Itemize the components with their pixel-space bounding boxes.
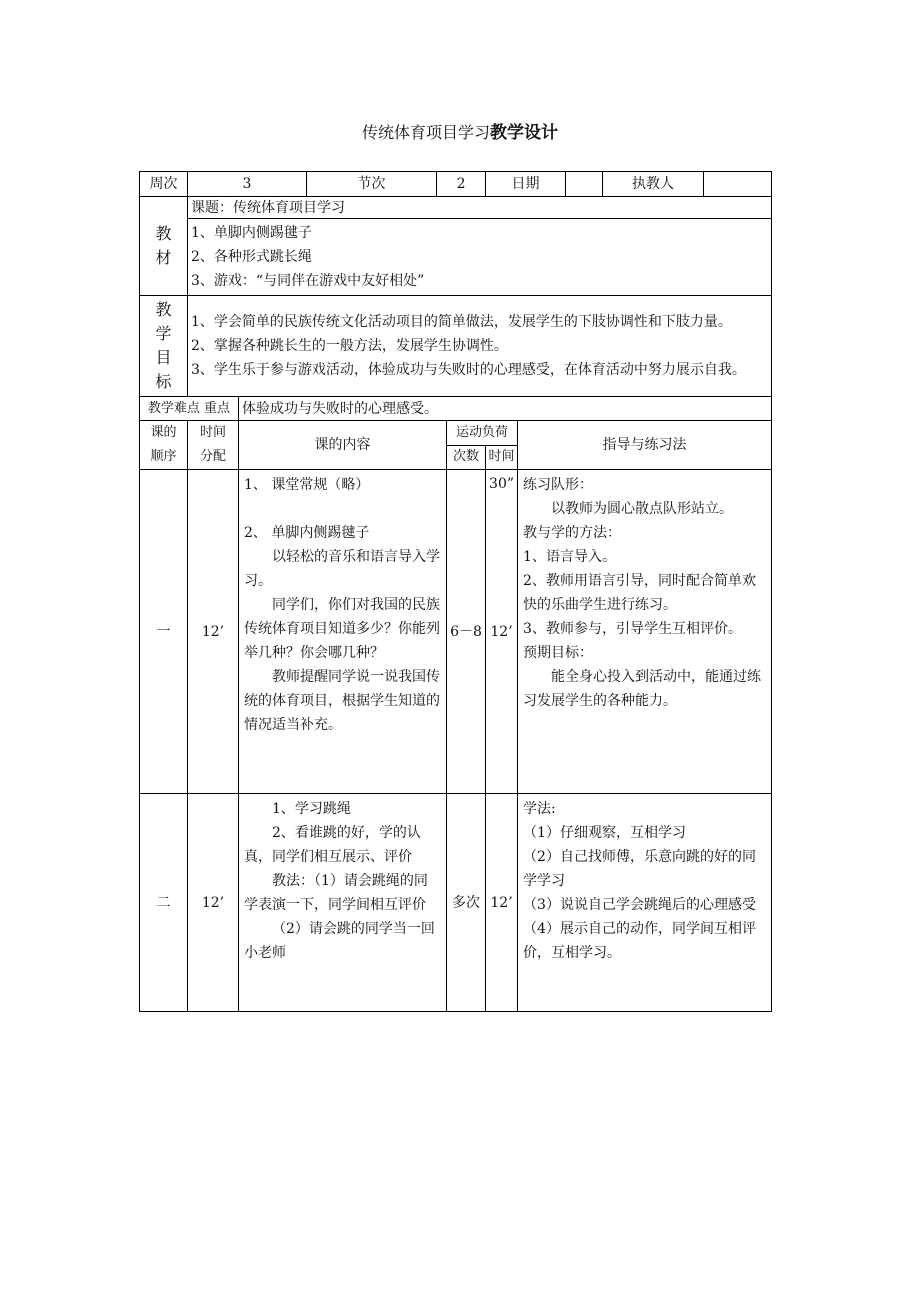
guide-line: 2、教师用语言引导，同时配合简单欢快的乐曲学生进行练习。 [523,573,756,613]
row-2-count: 多次 [447,794,486,1012]
row-2-time: 12’ [188,794,239,1012]
content-line: 教法：（1）请会跳绳的同学表演一下，同学间相互评价 [244,873,428,913]
date-value [566,172,603,197]
time-header-line: 分配 [199,449,226,464]
content-line [244,497,441,521]
goals-label [140,296,188,397]
order-header-line: 顺序 [150,449,177,464]
load-time-header: 时间 [486,445,518,470]
materials-item: 2、各种形式跳长绳 [191,249,312,265]
count-header: 次数 [447,445,486,470]
load-header: 运动负荷 [447,421,518,446]
guide-line: （3）说说自己学会跳绳后的心理感受 [523,897,756,913]
materials-label [140,197,188,296]
guide-header: 指导与练习法 [518,421,772,470]
key-points-text: 体验成功与失败时的心理感受。 [239,397,772,421]
content-line: 1、学习跳绳 [272,801,351,817]
guide-line: 能全身心投入到活动中，能通过练习发展学生的各种能力。 [523,669,762,709]
page-title [0,122,920,144]
week-label: 周次 [140,172,188,197]
guide-line: （1）仔细观察，互相学习 [523,825,686,841]
lesson-plan-table [139,171,772,1012]
week-value: 3 [188,172,307,197]
materials-subject: 课题：传统体育项目学习 [188,197,772,219]
materials-item: 3、游戏：“与同伴在游戏中友好相处” [191,273,425,289]
row-1-order: 一 [140,470,188,794]
guide-line: 1、语言导入。 [523,549,616,565]
title-normal: 传统体育项目学习 [361,123,490,142]
guide-line: 以教师为圆心散点队形站立。 [551,501,734,517]
content-line: 以轻松的音乐和语言导入学习。 [244,549,440,589]
title-bold: 教学设计 [490,123,558,143]
guide-line: （4）展示自己的动作，同学间互相评价，互相学习。 [523,921,756,961]
time-header-line: 时间 [199,425,226,440]
goal-item: 3、学生乐于参与游戏活动，体验成功与失败时的心理感受，在体育活动中努力展示自我。 [191,362,746,378]
goals-label-char: 学 [155,324,172,343]
order-header [140,421,188,470]
content-line: 同学们，你们对我国的民族传统体育项目知道多少？你能列举几种？你会哪几种？ [244,597,440,661]
guide-line: 教与学的方法： [523,525,622,541]
row-2-content [239,794,447,1012]
content-line: 2、 单脚内侧踢毽子 [244,525,370,541]
row-1-guide [518,470,772,794]
content-line: 教师提醒同学说一说我国传统的体育项目，根据学生知道的情况适当补充。 [244,669,440,733]
goals-label-char: 教 [155,300,172,319]
row-1-time-top: 30” [489,476,515,492]
guide-line: 学法: [523,801,556,817]
order-header-line: 课的 [150,425,177,440]
date-label: 日期 [486,172,566,197]
content-line: 2、看谁跳的好，学的认真，同学们相互展示、评价 [244,825,421,865]
time-header [188,421,239,470]
materials-label-char: 材 [155,248,172,267]
session-value: 2 [437,172,486,197]
guide-line: （2）自己找师傅，乐意向跳的好的同学学习 [523,849,756,889]
row-1-time: 12’ [188,470,239,794]
row-1-count: 6－8 [447,470,486,794]
session-label: 节次 [307,172,437,197]
content-line: 1、 课堂常规（略） [244,477,370,493]
row-1-time-mid: 12’ [490,623,513,640]
teacher-value [704,172,772,197]
guide-line: 3、教师参与，引导学生互相评价。 [523,621,742,637]
materials-item: 1、单脚内侧踢毽子 [191,225,312,241]
goal-item: 1、学会简单的民族传统文化活动项目的简单做法，发展学生的下肢协调性和下肢力量。 [191,314,732,330]
goals-items [188,296,772,397]
guide-line: 练习队形： [523,477,594,493]
row-1-load-time [486,470,518,794]
materials-label-char: 教 [155,224,172,243]
teacher-label: 执教人 [603,172,704,197]
row-2-order: 二 [140,794,188,1012]
goals-label-char: 标 [155,372,172,391]
goals-label-char: 目 [155,348,172,367]
row-2-load-time: 12’ [486,794,518,1012]
content-line: （2）请会跳的同学当一回小老师 [244,921,435,961]
guide-line: 预期目标： [523,645,594,661]
goal-item: 2、掌握各种跳长生的一般方法，发展学生协调性。 [191,338,508,354]
content-header: 课的内容 [239,421,447,470]
key-points-label: 教学难点 重点 [140,397,239,421]
materials-items [188,219,772,296]
row-1-content [239,470,447,794]
row-2-guide [518,794,772,1012]
